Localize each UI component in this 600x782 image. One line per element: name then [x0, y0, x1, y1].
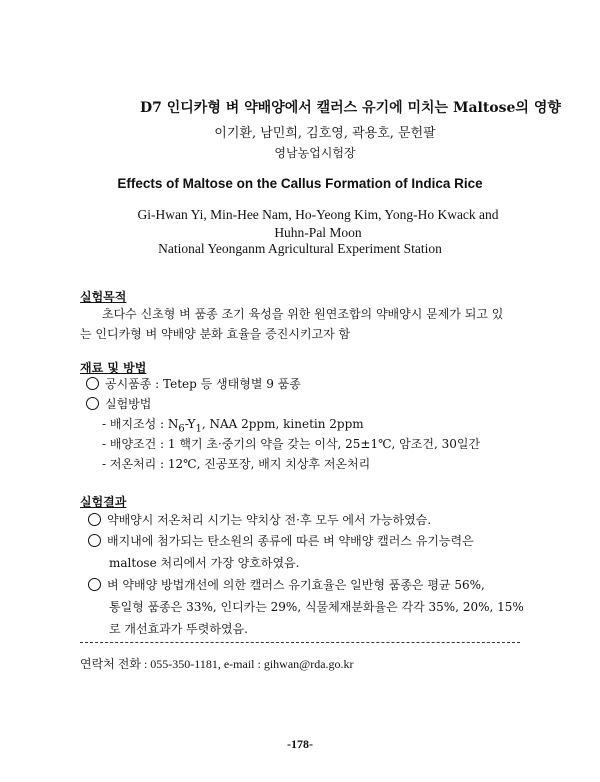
objective-heading: 실험목적	[80, 290, 127, 304]
methods-procedure: 실험방법	[105, 397, 152, 411]
circle-bullet-icon	[86, 377, 99, 390]
authors-english-line2: Huhn-Pal Moon	[274, 225, 362, 240]
title-english: Effects of Maltose on the Callus Formation of Indica Rice	[117, 176, 483, 191]
methods-material: 공시품종 : Tetep 등 생태형별 9 품종	[105, 377, 301, 391]
authors-korean: 이기환, 남민희, 김호영, 곽용호, 문헌팔	[214, 126, 436, 141]
authors-english	[118, 206, 518, 242]
contact-info: 연락처 전화 : 055-350-1181, e-mail : gihwan@rda.go.kr	[80, 657, 354, 671]
methods-cold: - 저온처리 : 12℃, 진공포장, 배지 치상후 저온처리	[102, 457, 371, 471]
objective-line1: 초다수 신초형 벼 품종 조기 육성을 위한 원연조합의 약배양시 문제가 되고 있	[102, 307, 504, 321]
methods-culture: - 배양조건 : 1 핵기 초·중기의 약을 갖는 이삭, 25±1℃, 암조건, 30일간	[102, 437, 481, 451]
results-item-3: 벼 약배양 방법개선에 의한 캘러스 유기효율은 일반형 품종은 평균 56%, 통일형 품종은 33%, 인디카는 29%, 식물체재분화율은 각각 35%, 20%, 15% 로 개선효과가 뚜렷하였음.	[88, 574, 528, 640]
circle-bullet-icon	[88, 578, 101, 591]
title-korean: D7 인디카형 벼 약배양에서 캘러스 유기에 미치는 Maltose의 영향	[140, 100, 561, 116]
objective-text	[80, 304, 530, 344]
methods-heading: 재료 및 방법	[80, 361, 147, 375]
institution-english: National Yeonganm Agricultural Experiment Station	[158, 241, 442, 256]
results-heading: 실험결과	[80, 495, 127, 509]
page-number: -178-	[287, 737, 313, 751]
results-item-2: 배지내에 첨가되는 탄소원의 종류에 따른 벼 약배양 캘러스 유기능력은 maltose 처리에서 가장 양호하였음.	[88, 530, 528, 574]
circle-bullet-icon	[86, 397, 99, 410]
results-item-1: 약배양시 저온처리 시기는 약치상 전·후 모두 에서 가능하였슴.	[88, 509, 528, 531]
dashed-divider	[80, 642, 520, 643]
circle-bullet-icon	[88, 534, 101, 547]
circle-bullet-icon	[88, 513, 101, 526]
authors-english-line1: Gi-Hwan Yi, Min-Hee Nam, Ho-Yeong Kim, Yong-Ho Kwack and	[137, 207, 499, 222]
methods-material-item	[86, 374, 546, 394]
institution-korean: 영남농업시험장	[274, 146, 356, 160]
objective-line2: 는 인디카형 벼 약배양 분화 효율을 증진시키고자 함	[80, 327, 351, 341]
methods-medium: - 배지조성 : $N_6-Y_1$, NAA 2ppm, kinetin 2ppm	[102, 417, 364, 435]
methods-procedure-item	[86, 394, 546, 414]
